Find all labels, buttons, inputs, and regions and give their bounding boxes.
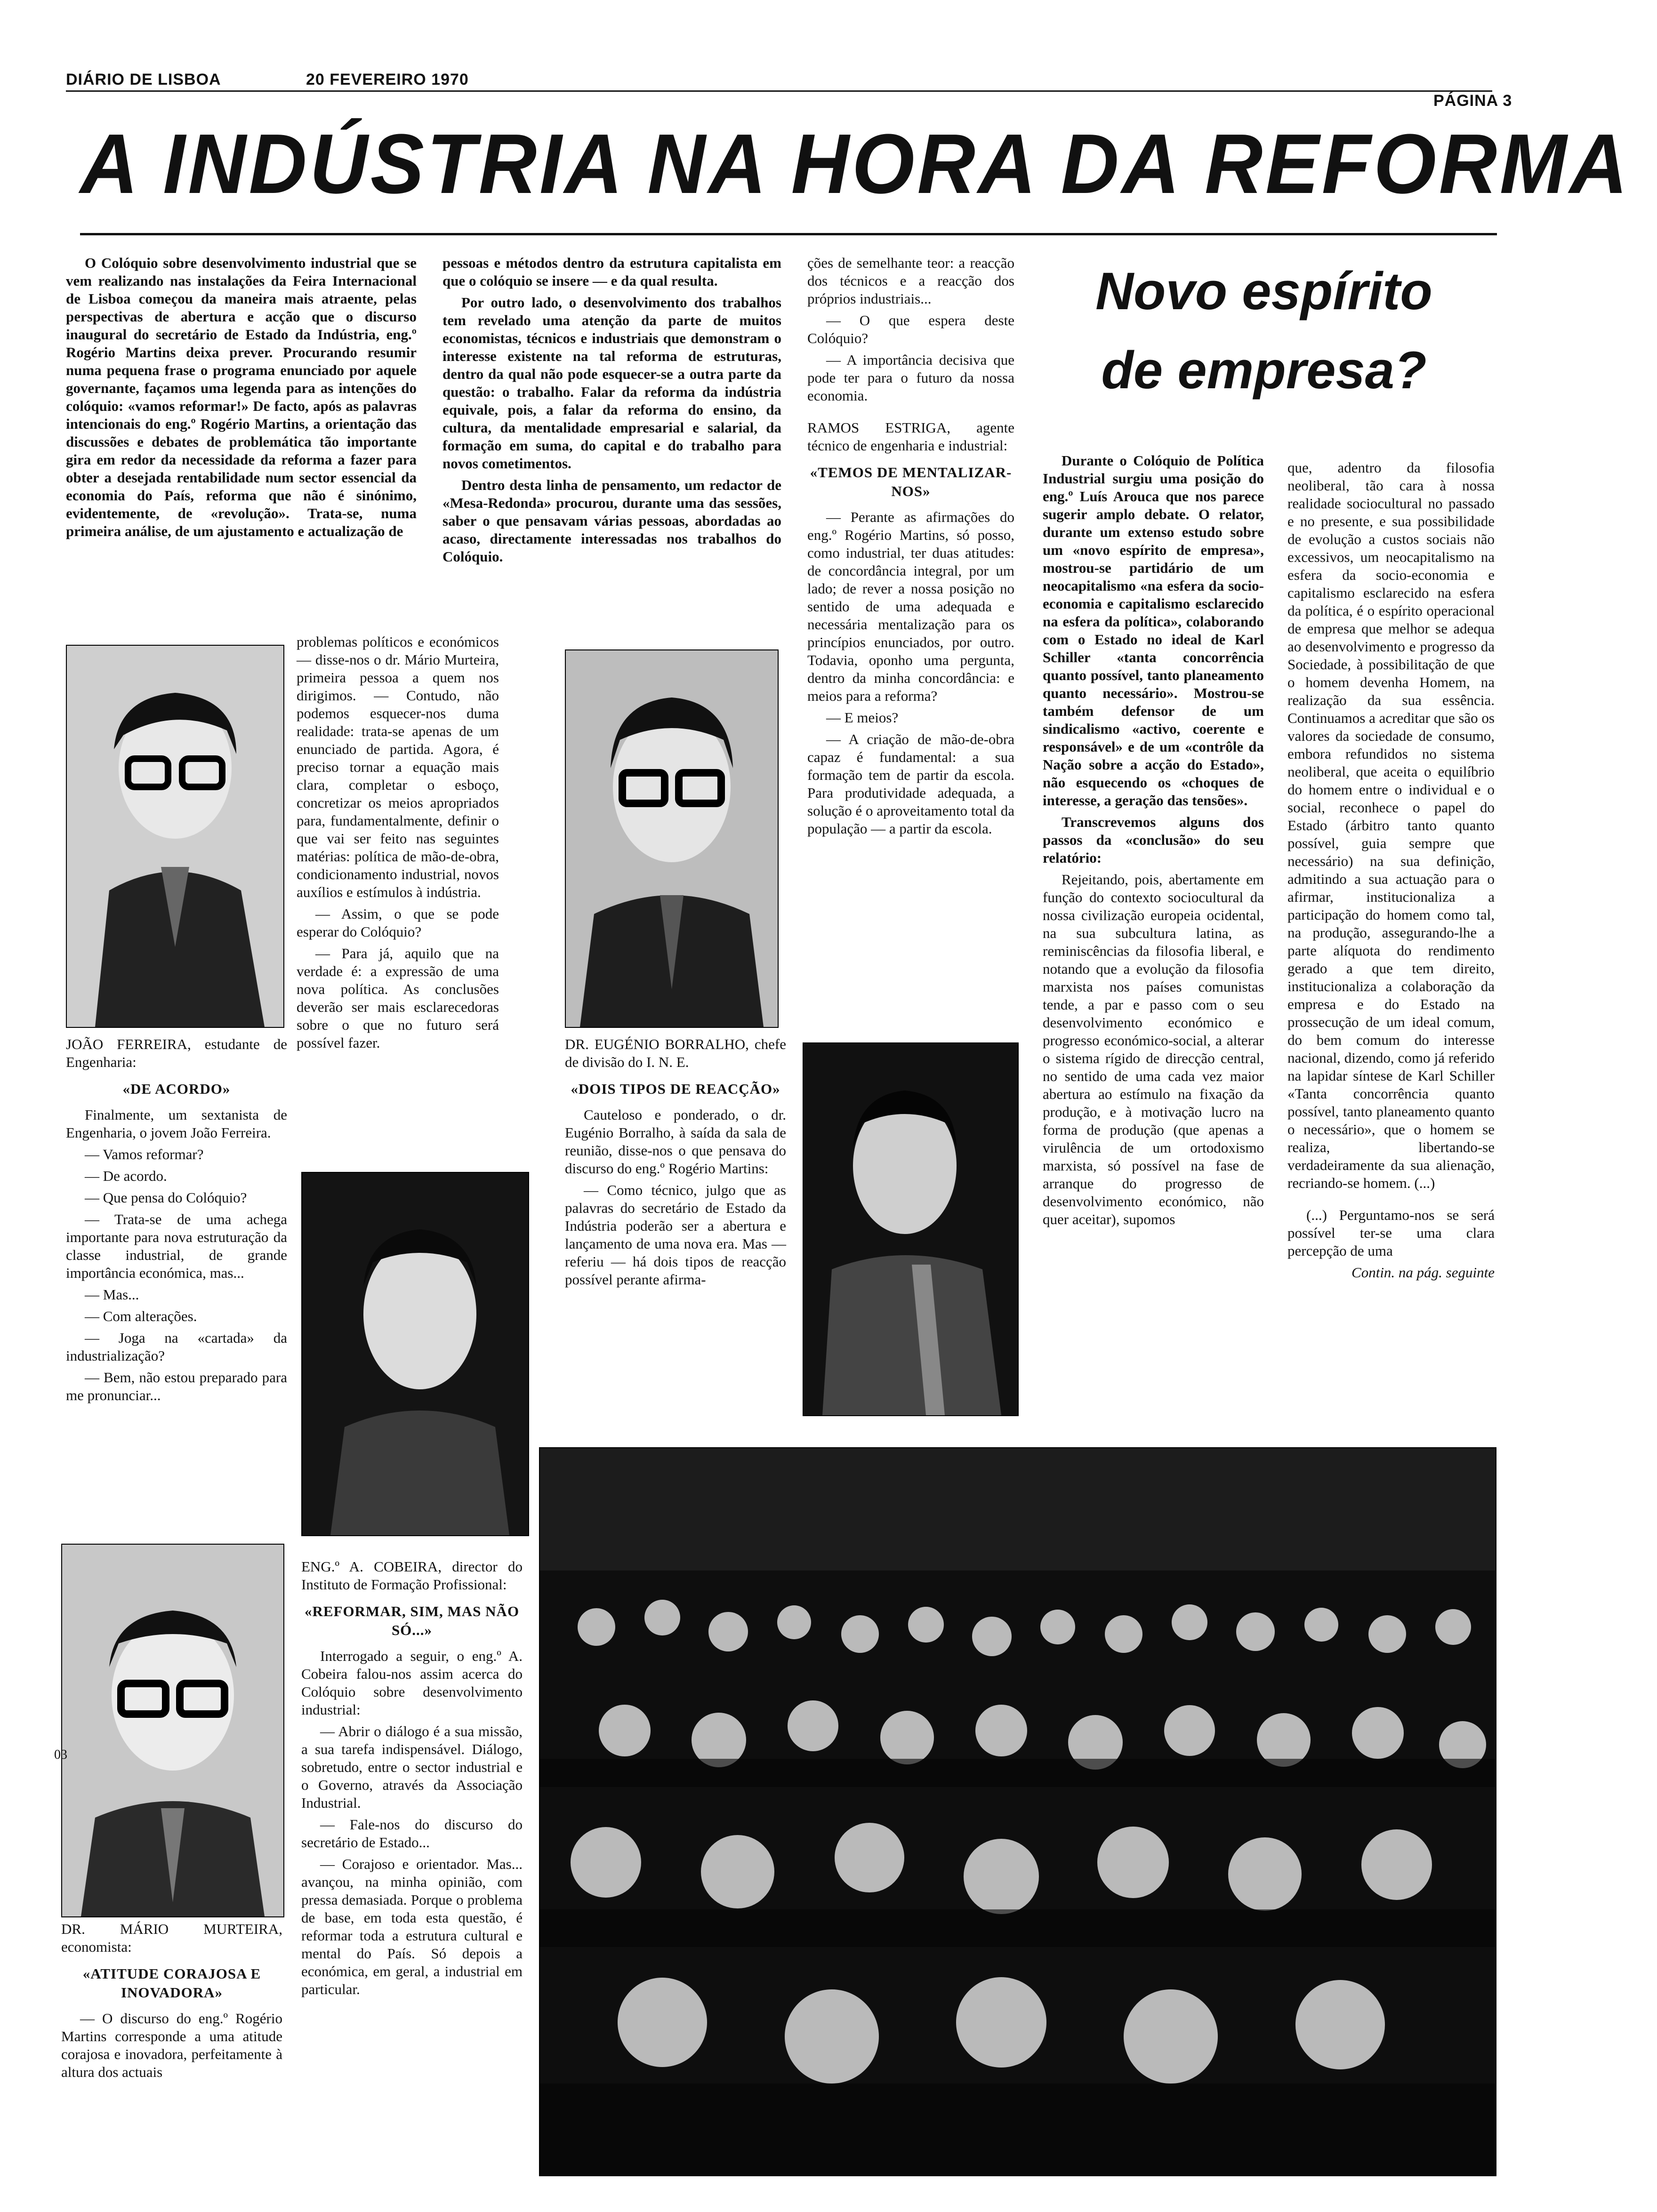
intro-paragraph-2b: Por outro lado, o desenvolvimento dos trabalhos tem revelado uma atenção da parte de muitos economistas, técnicos e industriais que demonstram o interesse existente na tal reforma de estruturas, dentro da qual não pode esquecer-se a outra parte da questão: o trabalho. Falar da reforma da indústria equivale, pois, a falar da reforma do ensino, da cultura, da mentalidade empresarial e salarial, da formação em suma, do capital e do trabalho para novos cometimentos. (442, 294, 781, 472)
answer-importance: — A importância decisiva que pode ter para o futuro da nossa economia. (807, 352, 1014, 404)
intro-paragraph-2c: Dentro desta linha de pensamento, um redactor de «Mesa-Redonda» procurou, durante uma das sessões, saber o que pensavam várias pessoas, abordadas ao acaso, directamente interessadas nos trabalhos do Colóquio. (442, 477, 781, 565)
murteira-subhead: «ATITUDE CORAJOSA E INOVADORA» (82, 1965, 261, 2001)
margin-mark: 03 (54, 1747, 67, 1762)
murteira-paragraph-1: problemas políticos e económicos — disse-nos o dr. Mário Murteira, primeira pessoa a quem nos dirigimos. — Contudo, não podemos esquecer-nos duma realidade: trata-se apenas de um enunciado de partida. Agora, é preciso tornar a equação mais clara, completar o esboço, concretizar os meios apropriados para, fundamentalmente, definir o que vai ser feito nas seguintes matérias: política de mão-de-obra, condicionamento industrial, novos auxílios e estímulos à indústria. (297, 633, 499, 900)
side-feature-title (1038, 261, 1490, 401)
column-3-top (807, 254, 1014, 842)
feature-paragraph-3: Rejeitando, pois, abertamente em função do contexto sociocultural da nossa civilização europeia ocidental, na sua subcultura latina, as reminiscências da filosofia liberal, e notando que a evolução da filosofia marxista nos países comunistas tende, a par e passo com o seu desenvolvimento económico e progresso económico-social, a alterar o sistema rígido de direcção central, no sentido de uma cada vez maior abertura ao estímulo na fixação da produção, e à motivação lucro na forma de produção (que apenas a virulência de um ortodoxismo marxista, só possível na fase de arranque do progresso de desenvolvimento económico, não quer aceitar), supomos (1043, 871, 1264, 1227)
murteira-answer: — Para já, aquilo que na verdade é: a expressão de uma nova política. As conclusões deverão ser mais esclarecedoras sobre o que no futuro será possível fazer. (297, 945, 499, 1051)
feature-paragraph-1: Durante o Colóquio de Política Industrial surgiu uma posição do eng.º Luís Arouca que nos parece sugerir amplo debate. O relator, durante um extenso estudo sobre um «novo espírito de empresa», mostrou-se partidário de um neocapitalismo «na esfera da socio-economia e capitalismo esclarecido na esfera da política», colaborando com o Estado no ideal de Karl Schiller «tanta concorrência quanto possível, tanto planeamento quanto necessário». Mostrou-se também defensor de um sindicalismo «activo, coerente e responsável» e de um «contrôle da Nação sobre a acção do Estado», não esquecendo os «choques de interesse, a geração das tensões». (1043, 452, 1264, 809)
main-headline: A INDÚSTRIA NA HORA DA REFORMA (80, 117, 1631, 211)
ferreira-line-6: — Com alterações. (85, 1308, 197, 1324)
murteira-block (61, 1920, 282, 2085)
ramos-answer: — A criação de mão-de-obra capaz é fundamental: a sua formação tem de partir da escola. Para produtividade adequada, a solução é o aproveitamento total da população — a partir da escola. (807, 731, 1014, 837)
ferreira-line-8: — Bem, não estou preparado para me pronunciar... (66, 1369, 287, 1403)
ramos-paragraph-1: — Perante as afirmações do eng.º Rogério Martins, só posso, como industrial, ter duas atitudes: de concordância integral, por um lado; de rever a nossa posição no sentido de uma adequada e necessária mentalização para os princípios enunciados, por outro. Todavia, oponho uma pergunta, dentro da minha concordância: e meios para a reforma? (807, 509, 1014, 704)
issue-date: 20 FEVEREIRO 1970 (306, 71, 469, 88)
cobeira-paragraph-4: — Corajoso e orientador. Mas... avançou, na minha opinião, com pressa demasiada. Porque o problema de base, em toda esta questão, é reformar toda a estrutura cultural e mental do País. Só depois a económica, em geral, a industrial em particular. (301, 1856, 523, 1997)
continued-note: Contin. na pág. seguinte (1351, 1264, 1495, 1281)
feature-paragraph-2: Transcrevemos alguns dos passos da «conclusão» do seu relatório: (1043, 814, 1264, 866)
reaction-continued: ções de semelhante teor: a reacção dos técnicos e a reacção dos próprios industriais... (807, 255, 1014, 307)
feature-paragraph-4: que, adentro da filosofia neoliberal, tão cara à nossa realidade sociocultural no passado e no presente, e sua possibilidade de evolução a custos sociais não excessivos, um neocapitalismo na esfera da socio-economia e capitalismo esclarecido na esfera da política, é o espírito operacional de empresa que melhor se adequa ao desenvolvimento e progresso da Sociedade, à possibilitação de que o homem devenha Homem, na realização da sua essência. Continuamos a acreditar que são os valores da sociedade de consumo, embora refundidos no sistema neoliberal, que aceita o equilíbrio do homem entre o individual e o social, reconhece o papel do Estado (árbitro tanto quanto possível, guia sempre que necessário) na sua definição, admitindo a sua actuação para o afirmar, institucionaliza a participação do homem como tal, na produção, assegurando-lhe a parte alíquota do rendimento gerado a que tem direito, institucionaliza a colaboração da empresa e do Estado na prossecução de um ideal comum, do bem comum do interesse nacional, dizendo, como já referido na lapidar síntese de Karl Schiller «Tanta concorrência quanto possível, tanto planeamento quanto o necessário», que o homem se realiza, libertando-se verdadeiramente da sua alienação, recriando-se homem. (...) (1287, 459, 1495, 1191)
side-title-line-2: de empresa? (1101, 341, 1427, 400)
ramos-caption: RAMOS ESTRIGA, agente técnico de engenharia e industrial: (807, 419, 1014, 454)
newspaper-name: DIÁRIO DE LISBOA (66, 71, 221, 88)
murteira-question: — Assim, o que se pode esperar do Colóquio? (297, 906, 499, 940)
murteira-caption: DR. MÁRIO MURTEIRA, economista: (61, 1921, 282, 1955)
ferreira-line-2: — De acordo. (85, 1168, 167, 1184)
cobeira-subhead: «REFORMAR, SIM, MAS NÃO SÓ...» (304, 1603, 520, 1638)
ferreira-line-7: — Joga na «cartada» da industrialização? (66, 1330, 287, 1364)
cobeira-paragraph-3: — Fale-nos do discurso do secretário de Estado... (301, 1816, 523, 1851)
ferreira-intro: Finalmente, um sextanista de Engenharia, o jovem João Ferreira. (66, 1106, 287, 1141)
intro-column-2 (442, 254, 781, 569)
cobeira-block (301, 1558, 523, 2002)
borralho-subhead: «DOIS TIPOS DE REACÇÃO» (571, 1081, 780, 1097)
masthead-rule (66, 90, 1492, 92)
photo-joao-ferreira (66, 645, 284, 1028)
feature-column-a (1043, 452, 1264, 1232)
ferreira-line-1: — Vamos reformar? (85, 1146, 204, 1162)
ramos-subhead: «TEMOS DE MENTALIZAR-NOS» (810, 464, 1012, 499)
feature-column-b (1287, 459, 1495, 1285)
murteira-text-column (297, 633, 499, 1056)
portrait-mario-murteira (62, 1545, 283, 1916)
side-title-line-1: Novo espírito (1095, 262, 1432, 321)
photo-eugenio-borralho (565, 649, 779, 1028)
ferreira-subhead: «DE ACORDO» (122, 1081, 231, 1097)
ferreira-caption: JOÃO FERREIRA, estudante de Engenharia: (66, 1036, 287, 1070)
borralho-caption: DR. EUGÉNIO BORRALHO, chefe de divisão do I. N. E. (565, 1036, 786, 1070)
page-number: PÁGINA 3 (1433, 92, 1512, 110)
ferreira-block (66, 1035, 287, 1408)
headline-rule (80, 233, 1497, 235)
intro-paragraph-1: O Colóquio sobre desenvolvimento industrial que se vem realizando nas instalações da Feira Internacional de Lisboa começou da maneira mais atraente, pelas perspectivas de abertura e acção que o discurso inaugural do secretário de Estado da Indústria, eng.º Rogério Martins deixa prever. Procurando resumir numa pequena frase o programa enunciado por aquele governante, façamos uma legenda para as intenções do colóquio: «vamos reformar!» De facto, após as palavras intencionais do eng.º Rogério Martins, a orientação das discussões e debates de problemática tão importante gira em redor da necessidade da reforma a fazer para obter a desejada rentabilidade num sector essencial da economia do País, reforma que não é sinónimo, evidentemente, de «revolução». Trata-se, numa primeira análise, de um ajustamento e actualização de (66, 255, 417, 539)
portrait-second (302, 1173, 528, 1535)
photo-colloquium-audience (539, 1447, 1496, 2176)
borralho-paragraph-1: Cauteloso e ponderado, o dr. Eugénio Borralho, à saída da sala de reunião, disse-nos o que pensava do discurso do eng.º Rogério Martins: (565, 1106, 786, 1177)
intro-column-1 (66, 254, 417, 544)
ramos-question: — E meios? (826, 709, 899, 726)
audience-illustration (540, 1448, 1496, 2175)
portrait-ramos-estriga (804, 1043, 1018, 1415)
intro-paragraph-2a: pessoas e métodos dentro da estrutura capitalista em que o colóquio se insere — e da qual resulta. (442, 255, 781, 289)
ferreira-line-5: — Mas... (85, 1286, 139, 1303)
cobeira-caption: ENG.º A. COBEIRA, director do Instituto de Formação Profissional: (301, 1558, 523, 1593)
question-colloquium: — O que espera deste Colóquio? (807, 312, 1014, 346)
feature-paragraph-5: (...) Perguntamo-nos se será possível ter-se uma clara percepção de uma (1287, 1207, 1495, 1259)
photo-ramos-estriga (803, 1042, 1019, 1416)
murteira-paragraph: — O discurso do eng.º Rogério Martins corresponde a uma atitude corajosa e inovadora, perfeitamente à altura dos actuais (61, 2010, 282, 2080)
photo-mario-murteira (61, 1544, 284, 1917)
ferreira-line-4: — Trata-se de uma achega importante para nova estruturação da classe industrial, de grande importância económica, mas... (66, 1211, 287, 1281)
borralho-paragraph-2: — Como técnico, julgo que as palavras do secretário de Estado da Indústria poderão ser a abertura e lançamento de uma nova era. Mas — referiu — há dois tipos de reacção possível perante afirma- (565, 1182, 786, 1288)
cobeira-paragraph-1: Interrogado a seguir, o eng.º A. Cobeira falou-nos assim acerca do Colóquio sobre desenvolvimento industrial: (301, 1648, 523, 1718)
cobeira-paragraph-2: — Abrir o diálogo é a sua missão, a sua tarefa indispensável. Diálogo, sobretudo, entre o sector industrial e o Governo, através da Associação Industrial. (301, 1723, 523, 1811)
portrait-eugenio-borralho (566, 650, 778, 1027)
ferreira-line-3: — Que pensa do Colóquio? (85, 1189, 247, 1206)
borralho-block (565, 1035, 786, 1292)
portrait-joao-ferreira (67, 646, 283, 1027)
photo-second-portrait (301, 1172, 529, 1536)
